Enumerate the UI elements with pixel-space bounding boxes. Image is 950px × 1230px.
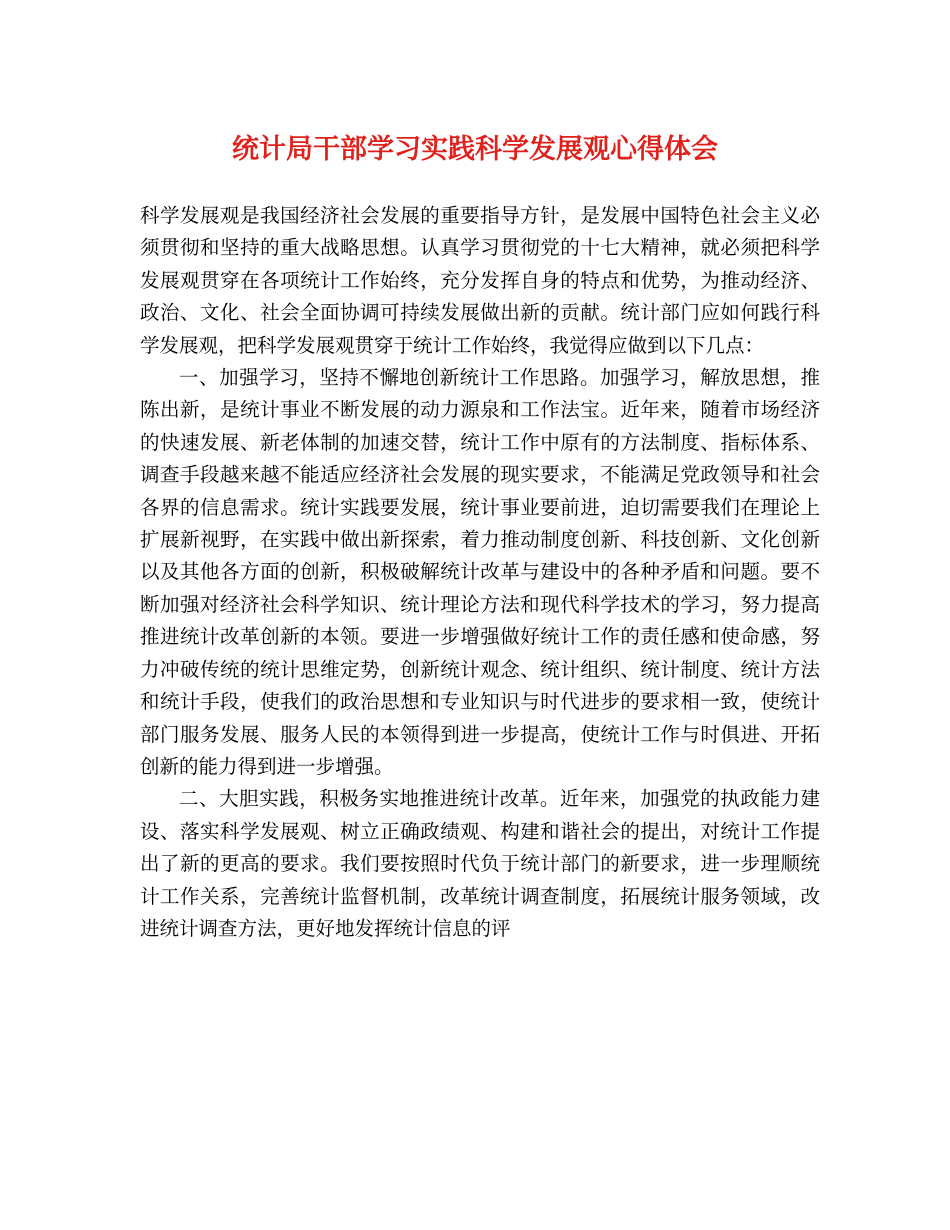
intro-paragraph: 科学发展观是我国经济社会发展的重要指导方针，是发展中国特色社会主义必须贯彻和坚持的重大战略思想。认真学习贯彻党的十七大精神，就必须把科学发展观贯穿在各项统计工作始终，充分发挥自身的特点和优势，为推动经济、政治、文化、社会全面协调可持续发展做出新的贡献。统计部门应如何践行科学发展观，把科学发展观贯穿于统计工作始终，我觉得应做到以下几点： — [140, 204, 820, 357]
section-two-paragraph: 二、大胆实践，积极务实地推进统计改革。近年来，加强党的执政能力建设、落实科学发展观、树立正确政绩观、构建和谐社会的提出，对统计工作提出了新的更高的要求。我们要按照时代负于统计部门的新要求，进一步理顺统计工作关系，完善统计监督机制，改革统计调查制度，拓展统计服务领域，改进统计调查方法，更好地发挥统计信息的评 — [140, 787, 820, 940]
section-one-paragraph: 一、加强学习，坚持不懈地创新统计工作思路。加强学习，解放思想，推陈出新，是统计事业不断发展的动力源泉和工作法宝。近年来，随着市场经济的快速发展、新老体制的加速交替，统计工作中原有的方法制度、指标体系、调查手段越来越不能适应经济社会发展的现实要求，不能满足党政领导和社会各界的信息需求。统计实践要发展，统计事业要前进，迫切需要我们在理论上扩展新视野，在实践中做出新探索，着力推动制度创新、科技创新、文化创新以及其他各方面的创新，积极破解统计改革与建设中的各种矛盾和问题。要不断加强对经济社会科学知识、统计理论方法和现代科学技术的学习，努力提高推进统计改革创新的本领。要进一步增强做好统计工作的责任感和使命感，努力冲破传统的统计思维定势，创新统计观念、统计组织、统计制度、统计方法和统计手段，使我们的政治思想和专业知识与时代进步的要求相一致，使统计部门服务发展、服务人民的本领得到进一步提高，使统计工作与时俱进、开拓创新的能力得到进一步增强。 — [140, 366, 820, 778]
document-body — [140, 200, 820, 945]
document-title: 统计局干部学习实践科学发展观心得体会 — [232, 134, 718, 165]
